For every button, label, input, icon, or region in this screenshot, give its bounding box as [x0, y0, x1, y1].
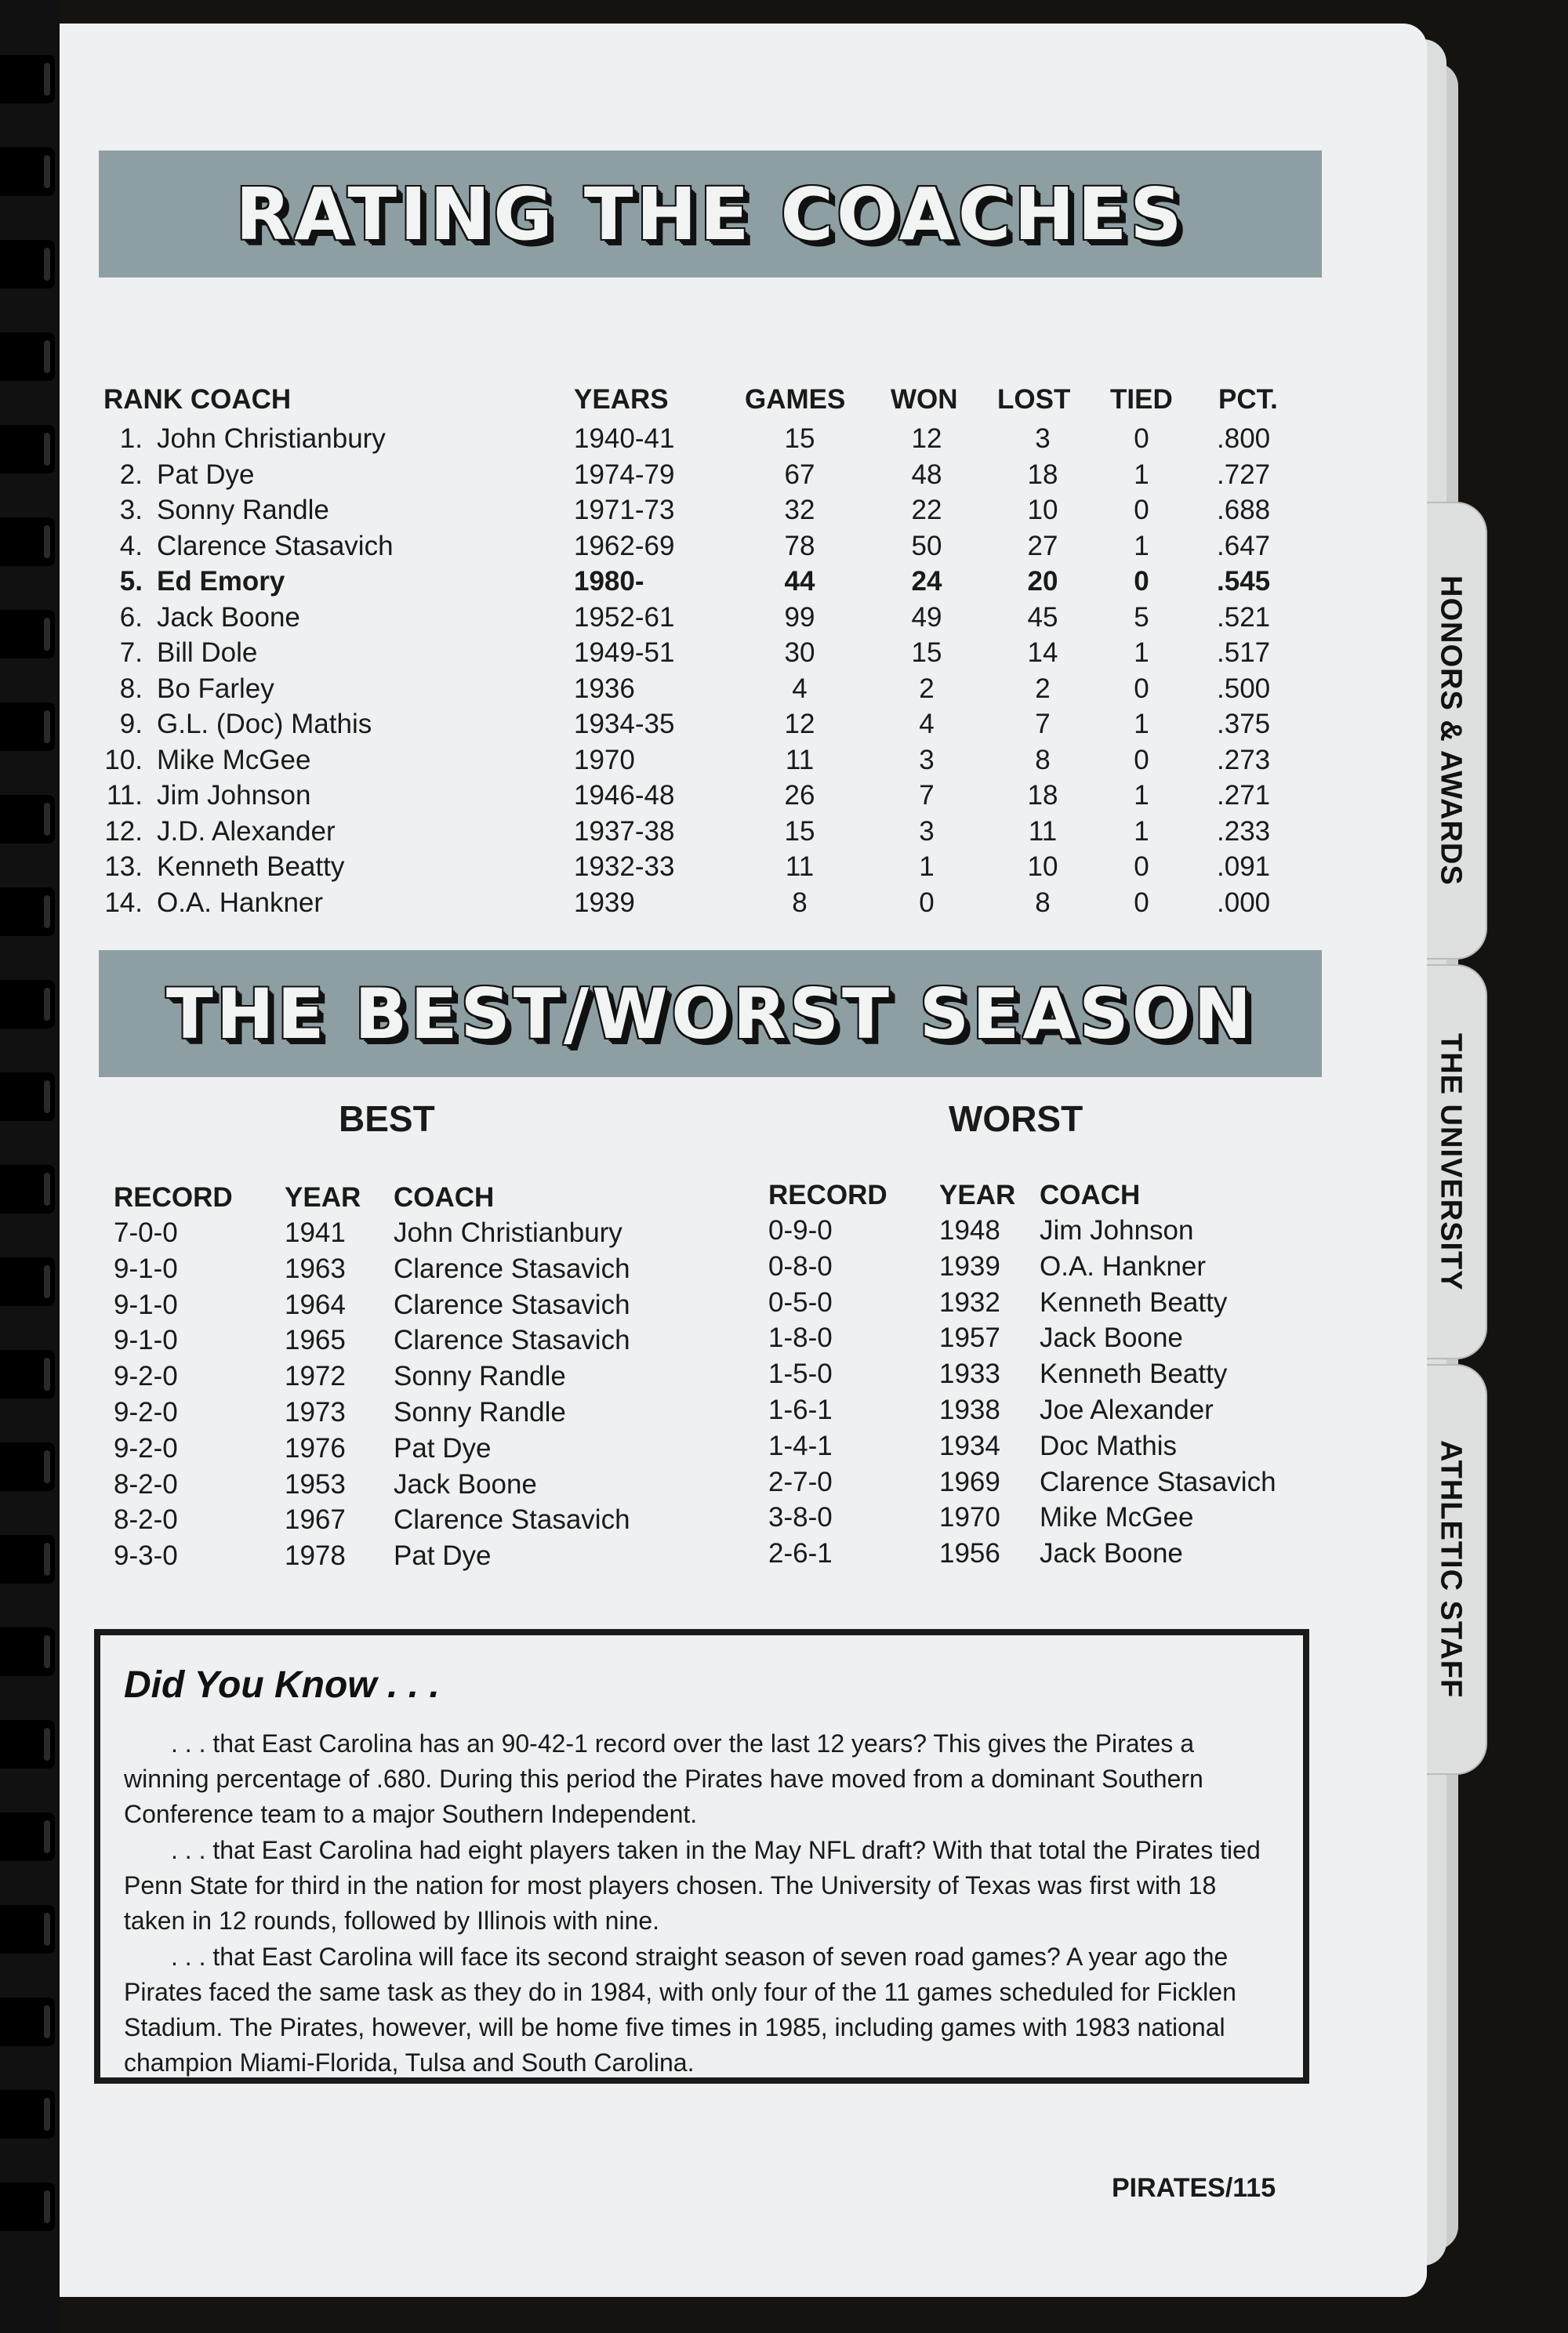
- best-label: BEST: [339, 1098, 435, 1139]
- coach-won: 12: [911, 423, 942, 454]
- worst-coach: Kenneth Beatty: [1040, 1286, 1228, 1318]
- coach-pct: .273: [1217, 744, 1271, 775]
- rank-number: 7.: [119, 637, 143, 668]
- binding-ring: [0, 887, 55, 936]
- coach-won: 0: [919, 887, 935, 918]
- binding-ring: [0, 1905, 55, 1954]
- coach-name: Ed Emory: [157, 566, 285, 597]
- best-record: 9-1-0: [114, 1289, 178, 1320]
- did-you-know-paragraph: . . . that East Carolina will face its second straight season of seven road games? A year ago the Pirates faced the same task as they do in 1984, with only four of the 11 games scheduled for Ficklen Stadium. The Pirates, however, will be home five times in 1985, including games with 1983 national champion Miami-Florida, Tulsa and South Carolina.: [124, 1943, 1236, 2077]
- coach-pct: .800: [1217, 423, 1271, 454]
- coach-games: 11: [785, 851, 815, 882]
- rank-number: 5.: [119, 566, 143, 597]
- rank-number: 4.: [119, 530, 143, 561]
- best-coach: John Christianbury: [394, 1217, 622, 1248]
- coach-tied: 0: [1134, 887, 1149, 918]
- header-pct: PCT.: [1218, 384, 1278, 415]
- worst-coach: Jim Johnson: [1040, 1215, 1194, 1246]
- worst-year: 1938: [939, 1395, 1000, 1425]
- best-record: 8-2-0: [114, 1504, 178, 1536]
- worst-year: 1932: [939, 1286, 1000, 1318]
- coach-games: 12: [784, 709, 815, 739]
- coach-pct: .647: [1217, 530, 1271, 561]
- rank-number: 3.: [119, 495, 143, 525]
- coach-games: 15: [784, 815, 815, 847]
- coach-years: 1970: [574, 744, 635, 775]
- worst-coach: Doc Mathis: [1040, 1430, 1178, 1461]
- worst-coach: Clarence Stasavich: [1040, 1466, 1276, 1497]
- coach-name: Pat Dye: [157, 459, 255, 490]
- coach-pct: .521: [1217, 601, 1271, 633]
- coach-name: Mike McGee: [157, 744, 311, 775]
- coach-tied: 0: [1134, 851, 1149, 882]
- coach-tied: 1: [1134, 637, 1149, 668]
- spiral-binding: [0, 0, 60, 2333]
- did-you-know-box: [94, 1629, 1309, 2084]
- coach-years: 1952-61: [574, 601, 675, 633]
- header-rank-coach: RANK COACH: [103, 384, 292, 415]
- best-record: 9-3-0: [114, 1540, 178, 1572]
- coach-lost: 27: [1027, 530, 1058, 561]
- coach-lost: 3: [1035, 423, 1051, 454]
- worst-coach: Kenneth Beatty: [1040, 1359, 1228, 1390]
- worst-header-coach: COACH: [1040, 1180, 1141, 1210]
- worst-record: 2-6-1: [768, 1538, 833, 1569]
- worst-record: 0-5-0: [768, 1286, 833, 1318]
- binding-ring: [0, 1072, 55, 1121]
- worst-record: 2-7-0: [768, 1466, 833, 1497]
- worst-coach: Jack Boone: [1040, 1323, 1183, 1354]
- coach-pct: .727: [1217, 459, 1271, 490]
- coach-pct: .545: [1217, 566, 1271, 597]
- best-coach: Clarence Stasavich: [394, 1325, 630, 1356]
- worst-record: 0-8-0: [768, 1250, 833, 1282]
- coach-tied: 1: [1134, 780, 1149, 811]
- worst-record: 1-6-1: [768, 1395, 833, 1425]
- best-year: 1963: [285, 1253, 346, 1284]
- header-games: GAMES: [745, 384, 846, 415]
- best-header-record: RECORD: [114, 1182, 233, 1213]
- worst-label: WORST: [949, 1098, 1083, 1139]
- best-coach: Jack Boone: [394, 1468, 537, 1500]
- did-you-know-paragraph: . . . that East Carolina has an 90-42-1 record over the last 12 years? This gives the Pirates a winning percentage of .680. During this period the Pirates have moved from a dominant Southern Conference team to a major Southern Independent.: [124, 1729, 1203, 1828]
- binding-ring: [0, 1627, 55, 1676]
- coach-pct: .000: [1217, 887, 1271, 918]
- coach-name: J.D. Alexander: [157, 815, 336, 847]
- banner-best-worst-season: [99, 950, 1322, 1077]
- binding-ring: [0, 1812, 55, 1861]
- binding-ring: [0, 610, 55, 659]
- coach-tied: 5: [1134, 601, 1149, 633]
- best-year: 1978: [285, 1540, 346, 1572]
- rank-number: 10.: [104, 744, 143, 775]
- binding-ring: [0, 1535, 55, 1584]
- coach-name: Jim Johnson: [157, 780, 311, 811]
- binding-ring: [0, 1350, 55, 1399]
- worst-year: 1933: [939, 1359, 1000, 1390]
- best-year: 1965: [285, 1325, 346, 1356]
- best-coach: Clarence Stasavich: [394, 1289, 630, 1320]
- coach-lost: 18: [1027, 459, 1058, 490]
- rank-number: 12.: [104, 815, 143, 847]
- header-lost: LOST: [997, 384, 1071, 415]
- coach-name: Bill Dole: [157, 637, 258, 668]
- coach-lost: 7: [1035, 709, 1051, 739]
- rank-number: 6.: [119, 601, 143, 633]
- coach-won: 48: [911, 459, 942, 490]
- best-record: 8-2-0: [114, 1468, 178, 1500]
- coach-tied: 0: [1134, 566, 1149, 597]
- coach-lost: 10: [1027, 851, 1058, 882]
- coach-years: 1962-69: [574, 530, 675, 561]
- coach-games: 32: [784, 495, 815, 525]
- coach-games: 8: [792, 887, 808, 918]
- worst-coach: Mike McGee: [1040, 1502, 1194, 1533]
- binding-ring: [0, 1997, 55, 2046]
- coach-tied: 1: [1134, 815, 1149, 847]
- rank-number: 13.: [104, 851, 143, 882]
- coach-lost: 45: [1027, 601, 1058, 633]
- coach-tied: 0: [1134, 423, 1149, 454]
- coach-years: 1939: [574, 887, 635, 918]
- best-year: 1972: [285, 1361, 346, 1392]
- coach-pct: .271: [1217, 780, 1271, 811]
- coach-games: 4: [792, 673, 808, 704]
- page-footer: PIRATES/115: [1112, 2173, 1276, 2203]
- binding-ring: [0, 1257, 55, 1306]
- best-year: 1953: [285, 1468, 346, 1500]
- coach-pct: .500: [1217, 673, 1271, 704]
- coach-tied: 0: [1134, 744, 1149, 775]
- tab-the-university[interactable]: THE UNIVERSITY: [1415, 964, 1487, 1359]
- coach-lost: 20: [1027, 566, 1058, 597]
- binding-ring: [0, 517, 55, 566]
- binding-ring: [0, 2090, 55, 2139]
- coach-years: 1936: [574, 673, 635, 704]
- coach-lost: 8: [1035, 887, 1051, 918]
- rank-number: 11.: [106, 780, 143, 811]
- best-year: 1941: [285, 1217, 346, 1248]
- best-record: 9-1-0: [114, 1253, 178, 1284]
- coach-lost: 14: [1027, 637, 1058, 668]
- banner-rating-coaches: [99, 151, 1322, 278]
- best-record: 9-1-0: [114, 1325, 178, 1356]
- worst-year: 1970: [939, 1502, 1000, 1533]
- coach-pct: .233: [1217, 815, 1271, 847]
- banner-title: RATING THE COACHES: [235, 172, 1185, 256]
- coach-won: 49: [911, 601, 942, 633]
- tab-athletic-staff[interactable]: ATHLETIC STAFF: [1415, 1364, 1487, 1775]
- rank-number: 9.: [119, 709, 143, 739]
- coach-name: John Christianbury: [157, 423, 386, 454]
- worst-year: 1934: [939, 1430, 1000, 1461]
- binding-ring: [0, 980, 55, 1029]
- worst-coach: O.A. Hankner: [1040, 1250, 1207, 1282]
- best-coach: Pat Dye: [394, 1540, 492, 1572]
- coach-lost: 18: [1027, 780, 1058, 811]
- coach-years: 1932-33: [574, 851, 675, 882]
- best-coach: Pat Dye: [394, 1432, 492, 1464]
- coach-games: 15: [784, 423, 815, 454]
- binding-ring: [0, 240, 55, 288]
- coach-pct: .688: [1217, 495, 1271, 525]
- coach-won: 4: [919, 709, 935, 739]
- rank-number: 8.: [119, 673, 143, 704]
- best-year: 1973: [285, 1397, 346, 1428]
- binding-ring: [0, 795, 55, 844]
- coach-years: 1980-: [574, 566, 644, 597]
- coach-name: Bo Farley: [157, 673, 274, 704]
- header-tied: TIED: [1110, 384, 1173, 415]
- coach-games: 99: [784, 601, 815, 633]
- binding-ring: [0, 1720, 55, 1769]
- coach-years: 1934-35: [574, 709, 675, 739]
- binding-ring: [0, 1165, 55, 1214]
- coach-won: 3: [919, 815, 935, 847]
- coach-name: Kenneth Beatty: [157, 851, 345, 882]
- coach-games: 30: [784, 637, 815, 668]
- header-years: YEARS: [574, 384, 669, 415]
- coach-lost: 2: [1035, 673, 1051, 704]
- best-coach: Sonny Randle: [394, 1397, 566, 1428]
- worst-header-record: RECORD: [768, 1180, 887, 1210]
- binding-ring: [0, 702, 55, 751]
- coach-games: 78: [784, 530, 815, 561]
- banner-title: THE BEST/WORST SEASON: [165, 974, 1255, 1054]
- binding-ring: [0, 1442, 55, 1491]
- best-coach: Clarence Stasavich: [394, 1253, 630, 1284]
- best-year: 1976: [285, 1432, 346, 1464]
- best-record: 9-2-0: [114, 1432, 178, 1464]
- rank-number: 14.: [104, 887, 143, 918]
- binding-ring: [0, 55, 55, 103]
- coach-years: 1940-41: [574, 423, 675, 454]
- worst-year: 1969: [939, 1466, 1000, 1497]
- coach-lost: 11: [1028, 815, 1058, 847]
- best-year: 1964: [285, 1289, 346, 1320]
- did-you-know-title: Did You Know . . .: [124, 1664, 440, 1706]
- binding-ring: [0, 2182, 55, 2231]
- coach-games: 26: [784, 780, 815, 811]
- best-coach: Clarence Stasavich: [394, 1504, 630, 1536]
- worst-coach: Joe Alexander: [1040, 1395, 1214, 1425]
- worst-year: 1957: [939, 1323, 1000, 1354]
- coach-pct: .375: [1217, 709, 1271, 739]
- coach-games: 11: [785, 744, 815, 775]
- coach-games: 44: [784, 566, 815, 597]
- worst-year: 1948: [939, 1215, 1000, 1246]
- coach-name: Sonny Randle: [157, 495, 329, 525]
- coach-games: 67: [784, 459, 815, 490]
- coach-years: 1949-51: [574, 637, 675, 668]
- coach-name: Jack Boone: [157, 601, 300, 633]
- best-coach: Sonny Randle: [394, 1361, 566, 1392]
- worst-record: 1-4-1: [768, 1430, 833, 1461]
- coach-years: 1974-79: [574, 459, 675, 490]
- rank-number: 2.: [119, 459, 143, 490]
- coach-won: 7: [919, 780, 935, 811]
- coach-won: 50: [911, 530, 942, 561]
- worst-record: 3-8-0: [768, 1502, 833, 1533]
- worst-record: 0-9-0: [768, 1215, 833, 1246]
- best-record: 9-2-0: [114, 1397, 178, 1428]
- rank-number: 1.: [119, 423, 143, 454]
- coach-won: 3: [919, 744, 935, 775]
- worst-year: 1956: [939, 1538, 1000, 1569]
- best-header-coach: COACH: [394, 1182, 495, 1213]
- binding-ring: [0, 147, 55, 196]
- coach-years: 1937-38: [574, 815, 675, 847]
- header-won: WON: [891, 384, 958, 415]
- coach-tied: 0: [1134, 673, 1149, 704]
- coach-name: Clarence Stasavich: [157, 530, 394, 561]
- worst-record: 1-8-0: [768, 1323, 833, 1354]
- best-header-year: YEAR: [285, 1182, 361, 1213]
- best-record: 7-0-0: [114, 1217, 178, 1248]
- coach-won: 24: [911, 566, 942, 597]
- coach-won: 2: [919, 673, 935, 704]
- best-year: 1967: [285, 1504, 346, 1536]
- worst-record: 1-5-0: [768, 1359, 833, 1390]
- worst-header-year: YEAR: [939, 1180, 1016, 1210]
- coach-pct: .517: [1217, 637, 1271, 668]
- coach-years: 1971-73: [574, 495, 675, 525]
- best-record: 9-2-0: [114, 1361, 178, 1392]
- coach-name: O.A. Hankner: [157, 887, 324, 918]
- coach-tied: 1: [1134, 459, 1149, 490]
- coach-years: 1946-48: [574, 780, 675, 811]
- binding-ring: [0, 332, 55, 381]
- tab-honors-awards[interactable]: HONORS & AWARDS: [1415, 502, 1487, 960]
- coach-name: G.L. (Doc) Mathis: [157, 709, 372, 739]
- binding-ring: [0, 425, 55, 473]
- worst-year: 1939: [939, 1250, 1000, 1282]
- worst-coach: Jack Boone: [1040, 1538, 1183, 1569]
- coach-tied: 1: [1134, 530, 1149, 561]
- did-you-know-paragraph: . . . that East Carolina had eight players taken in the May NFL draft? With that total the Pirates tied Penn State for third in the nation for most players chosen. The University of Texas was first with 18 taken in 12 rounds, followed by Illinois with nine.: [124, 1836, 1261, 1935]
- coach-won: 22: [911, 495, 942, 525]
- coach-lost: 10: [1027, 495, 1058, 525]
- coach-won: 15: [911, 637, 942, 668]
- coach-tied: 1: [1134, 709, 1149, 739]
- coach-pct: .091: [1217, 851, 1271, 882]
- coach-tied: 0: [1134, 495, 1149, 525]
- coach-won: 1: [919, 851, 935, 882]
- coach-lost: 8: [1035, 744, 1051, 775]
